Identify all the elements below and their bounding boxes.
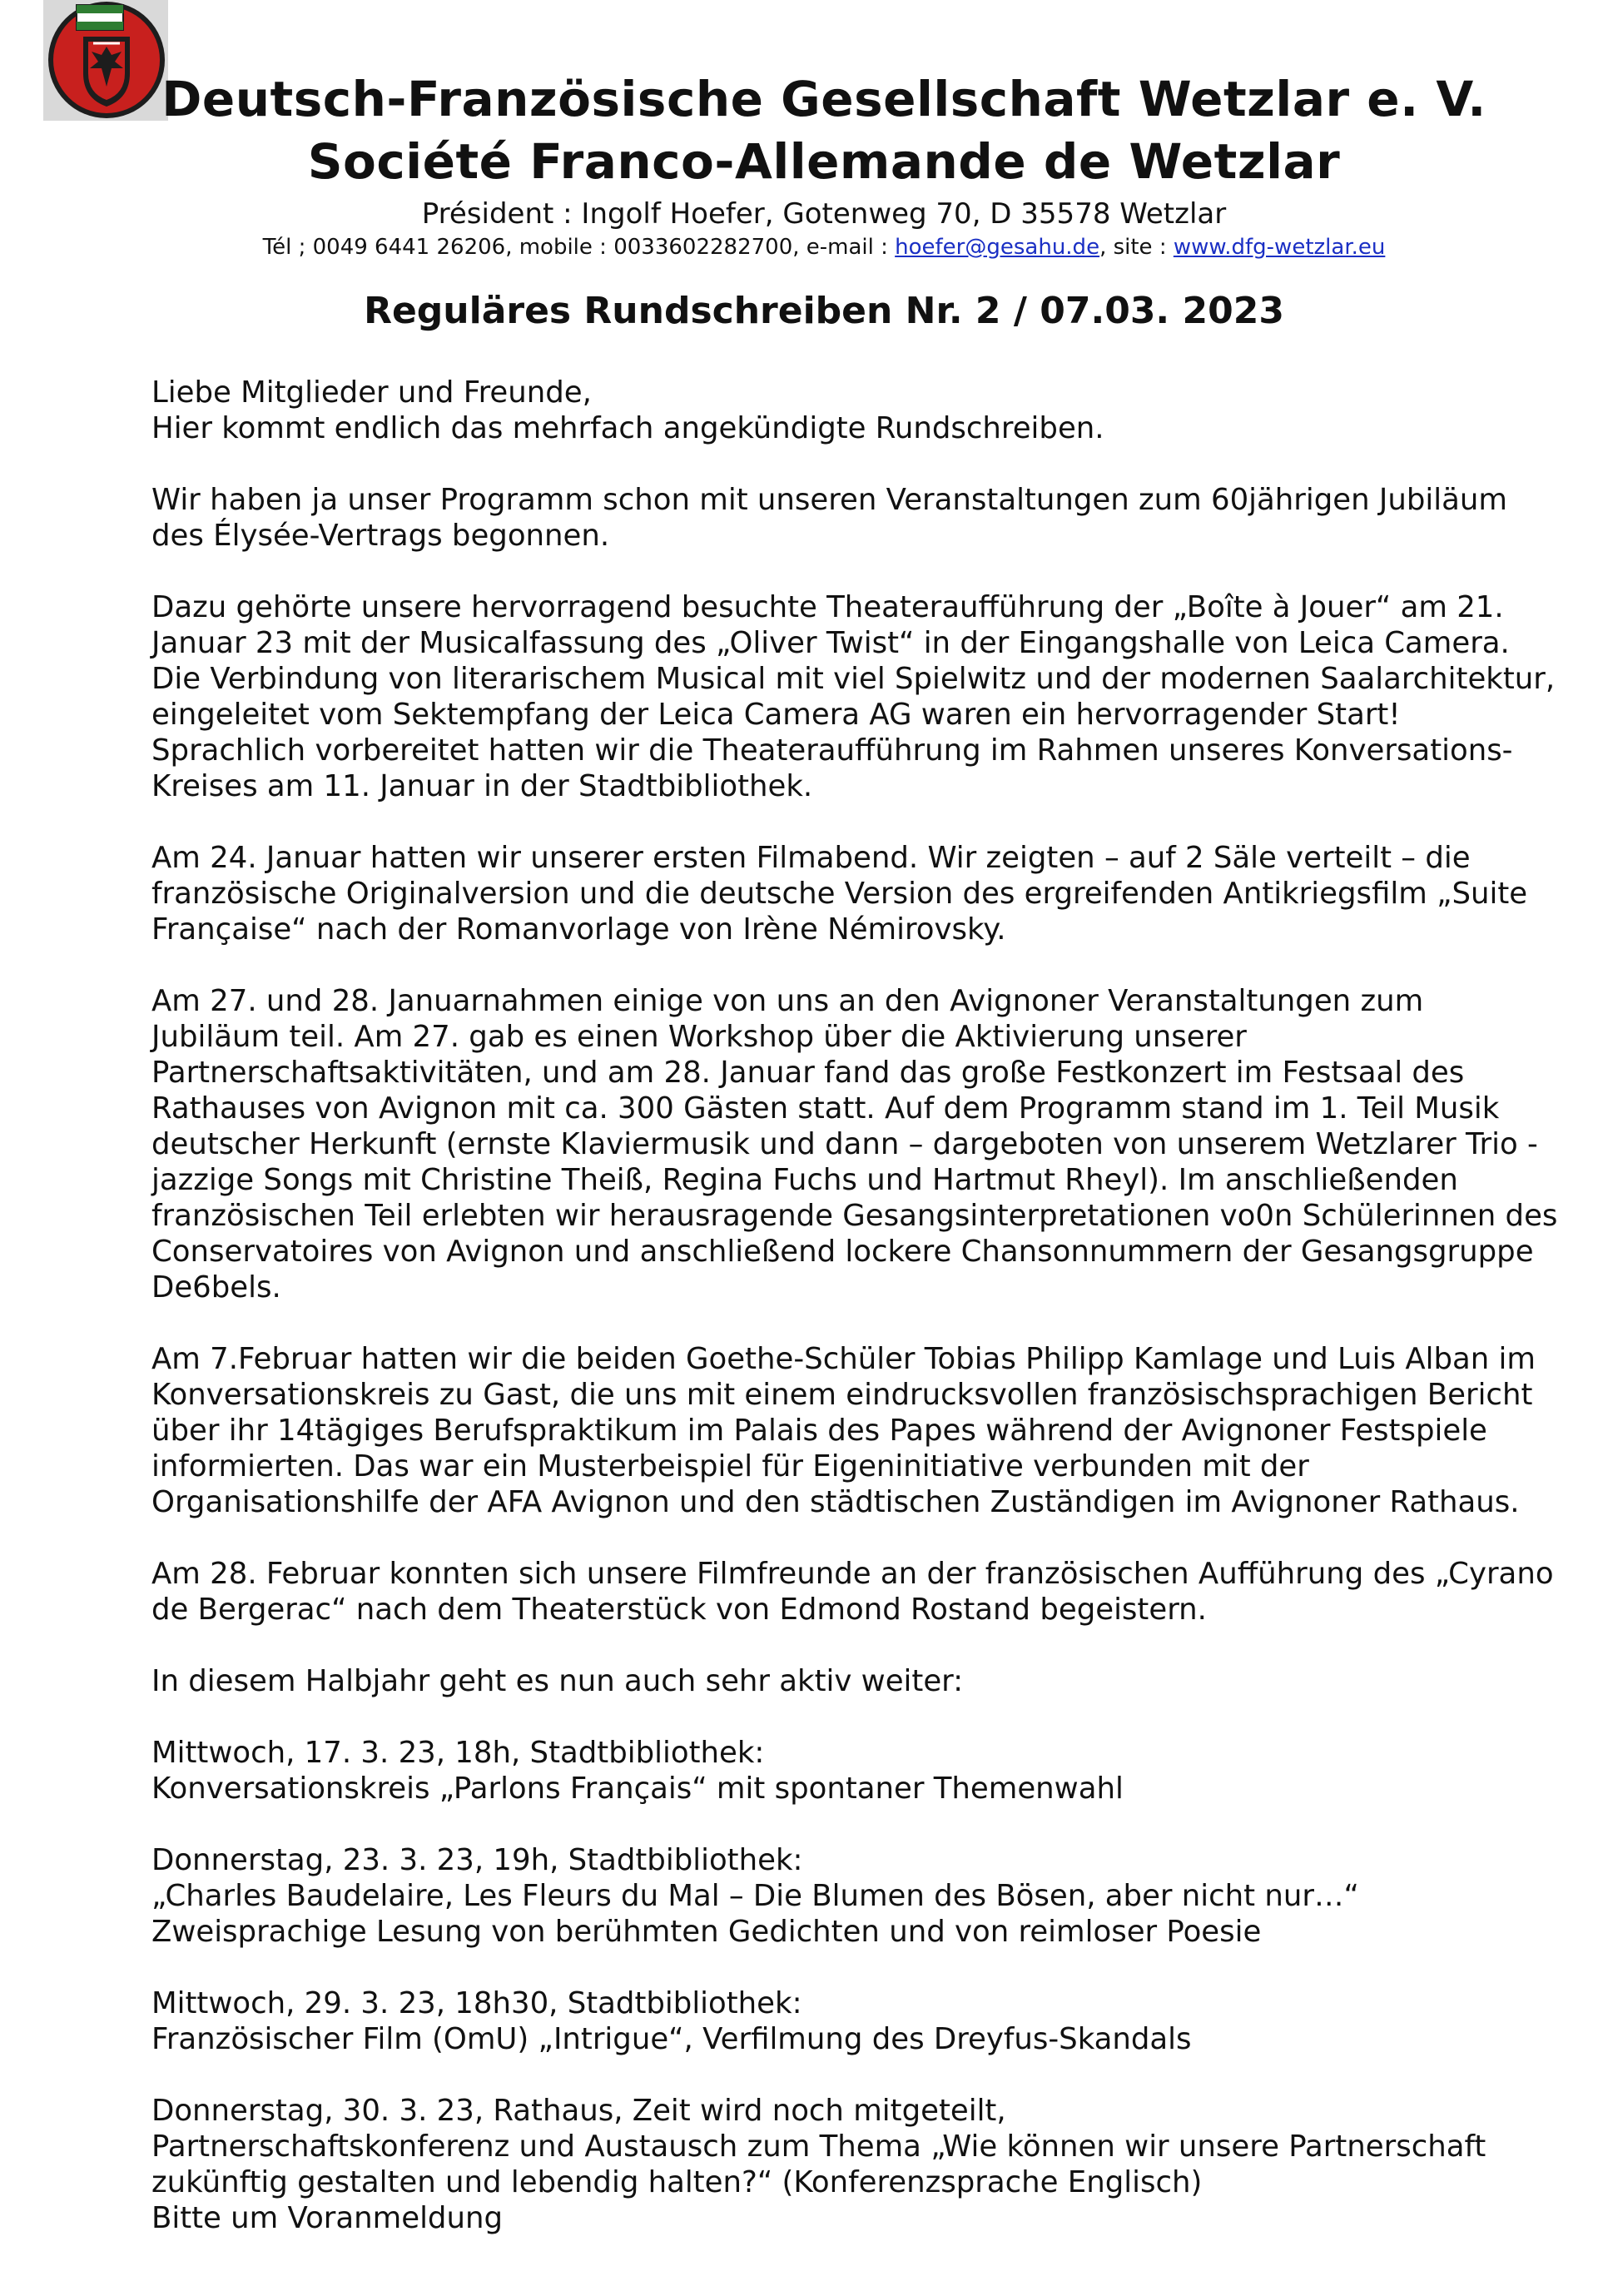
text-line: Konversationskreis „Parlons Français“ mit spontaner Themenwahl (151, 1772, 1124, 1806)
paragraph (151, 840, 1583, 947)
text-line: Am 27. und 28. Januarnahmen einige von uns an den Avignoner Veranstaltungen zum (151, 984, 1424, 1018)
text-line: Partnerschaftskonferenz und Austausch zum Thema „Wie können wir unsere Partnerschaft (151, 2130, 1486, 2164)
text-line: zukünftig gestalten und lebendig halten?“ (Konferenzsprache Englisch) (151, 2165, 1203, 2199)
text-line: Wir haben ja unser Programm schon mit unseren Veranstaltungen zum 60jährigen Jubiläum (151, 483, 1507, 517)
paragraph (151, 589, 1583, 804)
contact-prefix: Tél ; 0049 6441 26206, mobile : 0033602282700, e-mail : (262, 235, 896, 260)
paragraph (151, 983, 1583, 1305)
text-line: Konversationskreis zu Gast, die uns mit einem eindrucksvollen französischsprachigen Bericht (151, 1378, 1533, 1412)
text-line: Partnerschaftsaktivitäten, und am 28. Januar fand das große Festkonzert im Festsaal des (151, 1056, 1465, 1090)
email-link[interactable]: hoefer@gesahu.de (895, 235, 1100, 260)
text-line: Française“ nach der Romanvorlage von Irène Némirovsky. (151, 912, 1006, 947)
paragraph (151, 375, 1583, 446)
paragraph (151, 2093, 1583, 2236)
text-line: Conservatoires von Avignon und anschließend lockere Chansonnummern der Gesangsgruppe (151, 1235, 1534, 1269)
circular-title: Reguläres Rundschreiben Nr. 2 / 07.03. 2023 (364, 290, 1284, 332)
paragraph (151, 1842, 1583, 1950)
text-line: informierten. Das war ein Musterbeispiel für Eigeninitiative verbunden mit der (151, 1449, 1309, 1483)
text-line: französischen Teil erlebten wir herausragende Gesangsinterpretationen vo0n Schülerinnen des (151, 1199, 1558, 1233)
text-line: Französischer Film (OmU) „Intrigue“, Verfilmung des Dreyfus-Skandals (151, 2022, 1192, 2056)
text-line: Liebe Mitglieder und Freunde, (151, 375, 592, 410)
text-line: In diesem Halbjahr geht es nun auch sehr aktiv weiter: (151, 1664, 964, 1698)
site-prefix: , site : (1099, 235, 1174, 260)
text-line: Donnerstag, 23. 3. 23, 19h, Stadtbibliothek: (151, 1843, 803, 1877)
text-line: Am 28. Februar konnten sich unsere Filmfreunde an der französischen Aufführung des „Cyrano (151, 1557, 1554, 1591)
text-line: Kreises am 11. Januar in der Stadtbibliothek. (151, 769, 813, 803)
text-line: Bitte um Voranmeldung (151, 2201, 503, 2235)
text-line: de Bergerac“ nach dem Theaterstück von Edmond Rostand begeistern. (151, 1593, 1207, 1627)
letter-body (151, 375, 1583, 2272)
text-line: Mittwoch, 29. 3. 23, 18h30, Stadtbibliothek: (151, 1986, 802, 2020)
text-line: Sprachlich vorbereitet hatten wir die Theateraufführung im Rahmen unseres Konversations- (151, 733, 1513, 768)
text-line: Donnerstag, 30. 3. 23, Rathaus, Zeit wird noch mitgeteilt, (151, 2094, 1006, 2128)
society-name-french: Société Franco-Allemande de Wetzlar (307, 133, 1341, 190)
text-line: „Charles Baudelaire, Les Fleurs du Mal – Die Blumen des Bösen, aber nicht nur…“ (151, 1879, 1359, 1913)
text-line: Die Verbindung von literarischem Musical mit viel Spielwitz und der modernen Saalarchitektur, (151, 662, 1556, 696)
text-line: De6bels. (151, 1270, 281, 1305)
text-line: Mittwoch, 17. 3. 23, 18h, Stadtbibliothek: (151, 1736, 765, 1770)
paragraph (151, 482, 1583, 554)
text-line: jazzige Songs mit Christine Theiß, Regina Fuchs und Hartmut Rheyl). Im anschließenden (151, 1163, 1458, 1197)
text-line: Hier kommt endlich das mehrfach angekündigte Rundschreiben. (151, 411, 1104, 445)
society-name-german: Deutsch-Französische Gesellschaft Wetzlar e. V. (161, 71, 1486, 127)
president-address: Président : Ingolf Hoefer, Gotenweg 70, D 35578 Wetzlar (421, 197, 1227, 231)
letterhead (0, 68, 1598, 261)
website-link[interactable]: www.dfg-wetzlar.eu (1173, 235, 1386, 260)
text-line: des Élysée-Vertrags begonnen. (151, 519, 610, 553)
text-line: deutscher Herkunft (ernste Klaviermusik und dann – dargeboten von unserem Wetzlarer Trio - (151, 1127, 1538, 1161)
contact-line (0, 233, 1598, 261)
text-line: französische Originalversion und die deutsche Version des ergreifenden Antikriegsfilm „Suite (151, 877, 1528, 911)
text-line: Dazu gehörte unsere hervorragend besuchte Theateraufführung der „Boîte à Jouer“ am 21. (151, 590, 1504, 624)
text-line: Jubiläum teil. Am 27. gab es einen Workshop über die Aktivierung unserer (151, 1020, 1247, 1054)
paragraph (151, 1663, 1583, 1699)
text-line: eingeleitet vom Sektempfang der Leica Camera AG waren ein hervorragender Start! (151, 698, 1401, 732)
text-line: Am 7.Februar hatten wir die beiden Goethe-Schüler Tobias Philipp Kamlage und Luis Alban im (151, 1342, 1536, 1376)
text-line: Organisationshilfe der AFA Avignon und den städtischen Zuständigen im Avignoner Rathaus. (151, 1485, 1520, 1519)
text-line: Zweisprachige Lesung von berühmten Gedichten und von reimloser Poesie (151, 1915, 1262, 1949)
paragraph (151, 1556, 1583, 1628)
paragraph (151, 1341, 1583, 1520)
text-line: Rathauses von Avignon mit ca. 300 Gästen statt. Auf dem Programm stand im 1. Teil Musik (151, 1091, 1500, 1126)
text-line: Januar 23 mit der Musicalfassung des „Oliver Twist“ in der Eingangshalle von Leica Camera. (151, 626, 1510, 660)
text-line: über ihr 14tägiges Berufspraktikum im Palais des Papes während der Avignoner Festspiele (151, 1414, 1487, 1448)
paragraph (151, 1735, 1583, 1806)
text-line: Am 24. Januar hatten wir unserer ersten Filmabend. Wir zeigten – auf 2 Säle verteilt – die (151, 841, 1471, 875)
paragraph (151, 1985, 1583, 2057)
